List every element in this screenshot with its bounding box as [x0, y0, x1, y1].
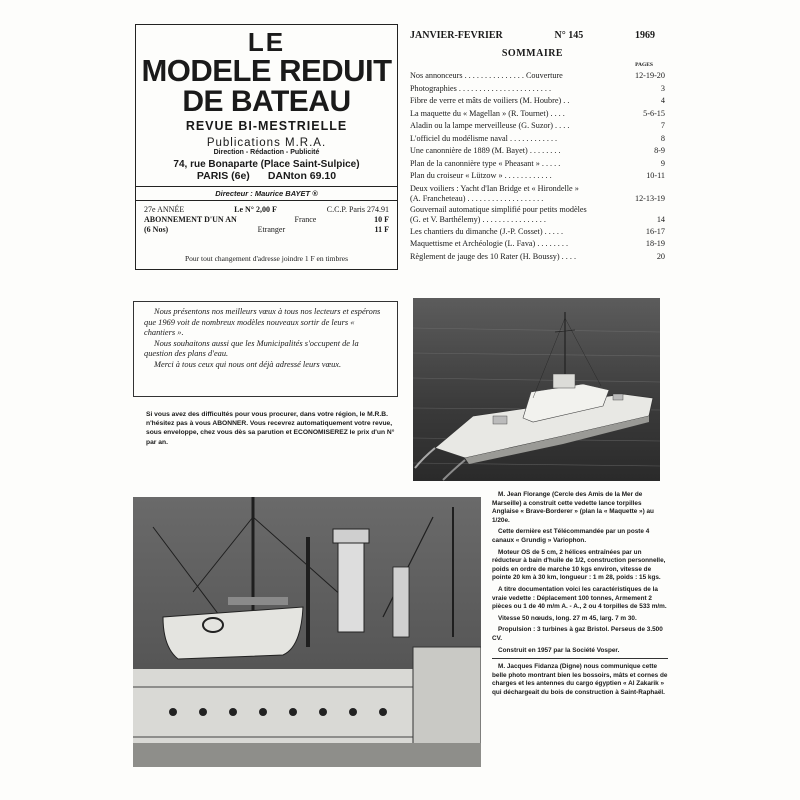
toc-item: [410, 133, 665, 146]
masthead-abonnement: ABONNEMENT D'UN AN: [144, 215, 237, 224]
caption-p8: M. Jacques Fidanza (Digne) nous communique cette belle photo montrant bien les bossoirs, mâts et cornes de charges et les antennes du cargo égyptien « Al Zakarik » qui déchargeait du bois de construction à Saint-Raphaël.: [492, 663, 668, 696]
toc-item-pages: 14: [656, 214, 665, 224]
masthead-direction: Direction - Rédaction - Publicité: [213, 149, 320, 156]
toc-item-title: Maquettisme et Archéologie (L. Fava) . . . . . . . .: [410, 239, 569, 248]
masthead-etranger-price: 11 F: [374, 225, 389, 234]
toc-item: [410, 95, 665, 108]
toc-item-title: Règlement de jauge des 10 Rater (H. Boussy) . . . .: [410, 251, 576, 261]
caption-divider: [492, 658, 668, 659]
masthead-city-row: [136, 170, 397, 182]
toc-item-pages: 18-19: [645, 239, 665, 248]
toc-item-title: Gouvernail automatique simplifié pour petits modèles: [410, 204, 587, 214]
greetings-p3: Merci à tous ceux qui nous ont déjà adressé leurs vœux.: [154, 359, 342, 369]
toc-item-pages: 8-9: [654, 146, 665, 155]
subscription-notice: Si vous avez des difficultés pour vous procurer, dans votre région, le M.R.B. n'hésitez pas à vous ABONNER. Vous recevrez automatiquement votre revue, sous enveloppe, chez vous dès sa parution et ECONOMISEREZ le prix d'un N° par an.: [146, 411, 395, 446]
toc-item-pages: 12-19-20: [634, 71, 665, 80]
toc-item-title: La maquette du « Magellan » (R. Tournet) . . . .: [410, 108, 565, 118]
masthead-address-note: Pour tout changement d'adresse joindre 1 F en timbres: [185, 254, 348, 263]
toc-item-pages: 5-6-15: [643, 108, 665, 118]
greetings-box: [133, 301, 398, 397]
caption-p2: Cette dernière est Télécommandée par un poste 4 canaux « Grundig » Variophon.: [492, 528, 650, 544]
masthead-france-price: 10 F: [374, 215, 389, 224]
masthead-annee: 27e ANNÉE: [144, 205, 185, 214]
toc-item: [410, 120, 665, 133]
toc-item-title: Aladin ou la lampe merveilleuse (G. Suzor) . . . .: [410, 121, 570, 130]
masthead-price: Le N° 2,00 F: [234, 205, 277, 214]
masthead-le: LE: [247, 27, 286, 57]
toc-item-title: Une canonnière de 1889 (M. Bayet) . . . . . . . .: [410, 146, 561, 155]
toc-item: [410, 205, 665, 225]
toc-item: [410, 238, 665, 251]
masthead-phone: DANton 69.10: [267, 170, 337, 182]
masthead-numeros: (6 Nos): [144, 225, 169, 234]
toc-item-title: Plan de la canonnière type « Pheasant » . . . . .: [410, 158, 561, 168]
toc-item-title-line2: (A. Francheteau) . . . . . . . . . . . . . . . . . . .: [410, 193, 544, 203]
masthead-ccp: C.C.P. Paris 274.91: [326, 205, 389, 214]
toc-item-title: Deux voiliers : Yacht d'Ian Bridge et « Hirondelle »: [410, 183, 579, 193]
photo-torpedo-boat-model: [413, 298, 660, 481]
toc-item-title-wrap: [410, 184, 579, 204]
caption-p5: Vitesse 50 nœuds, long. 27 m 45, larg. 7 m 30.: [498, 614, 637, 622]
greetings-p2: Nous souhaitons aussi que les Municipalités s'occupent de la question des plans d'eau.: [144, 338, 359, 359]
masthead-price-row: [136, 205, 397, 215]
toc-item-pages: 8: [660, 133, 665, 143]
boat-photo-image: [413, 298, 660, 481]
toc-item-title-wrap: [410, 205, 587, 225]
masthead-etranger-label: Etranger: [257, 225, 286, 234]
toc-item-pages: 16-17: [645, 226, 665, 236]
masthead-address: 74, rue Bonaparte (Place Saint-Sulpice): [173, 159, 360, 170]
toc-item-pages: 20: [656, 251, 665, 261]
toc-item-title: Nos annonceurs . . . . . . . . . . . . . . . Couverture: [410, 71, 563, 80]
toc-item-pages: 9: [660, 158, 665, 168]
masthead-city: PARIS (6e): [196, 170, 250, 182]
toc-item-title-line2: (G. et V. Barthélemy) . . . . . . . . . . . . . . . .: [410, 214, 546, 224]
toc-item-pages: 3: [660, 83, 665, 93]
cargo-ship-photo-image: [133, 497, 481, 767]
toc-item: [410, 158, 665, 171]
toc-item: [410, 70, 665, 83]
toc-item-title: Les chantiers du dimanche (J.-P. Cosset) . . . . .: [410, 226, 564, 236]
masthead-title: MODELE REDUIT: [141, 53, 392, 88]
masthead-box: [135, 24, 398, 270]
caption-p4: A titre documentation voici les caractéristiques de la vraie vedette : Déplacement 100 tonnes, Armement 2 pièces ou 1 de 40 m/m A. - A., 2 ou 4 torpilles de 533 m/m.: [492, 585, 667, 611]
caption-p1: M. Jean Florange (Cercle des Amis de la Mer de Marseille) a construit cette vedette lance torpilles Anglaise « Brave-Borderer » (plan la « Maquette ») au 1/20e.: [492, 491, 654, 524]
toc-item-pages: 4: [660, 96, 665, 105]
table-of-contents: [410, 70, 665, 263]
caption-p6: Propulsion : 3 turbines à gaz Bristol. Perseus de 3.500 CV.: [492, 626, 663, 642]
caption-p7: Construit en 1957 par la Société Vosper.: [498, 646, 620, 654]
masthead-abonnement-row: [136, 215, 397, 225]
issue-header: [410, 30, 655, 41]
toc-item-title: L'officiel du modélisme naval . . . . . . . . . . . .: [410, 133, 558, 143]
toc-item-pages: 12-13-19: [634, 193, 665, 203]
sommaire-title: SOMMAIRE: [501, 48, 564, 59]
masthead-etranger-row: [136, 225, 397, 235]
toc-item: [410, 184, 665, 204]
toc-item-pages: 7: [660, 121, 665, 130]
issue-year: 1969: [635, 30, 655, 41]
toc-item-title: Photographies . . . . . . . . . . . . . . . . . . . . . . .: [410, 83, 552, 93]
toc-item: [410, 226, 665, 239]
toc-item: [410, 145, 665, 158]
toc-item-title: Fibre de verre et mâts de voiliers (M. Houbre) . .: [410, 96, 570, 105]
toc-item: [410, 83, 665, 96]
greetings-p1: Nous présentons nos meilleurs vœux à tous nos lecteurs et espérons que 1969 voit de nombreux modèles nouveaux sortir de leurs « chantiers ».: [144, 307, 381, 338]
masthead-revue: REVUE BI-MESTRIELLE: [185, 119, 348, 133]
toc-item-pages: 10-11: [646, 171, 665, 180]
masthead-france-label: France: [294, 215, 317, 224]
photo-cargo-ship: [133, 497, 481, 767]
issue-date: JANVIER-FEVRIER: [410, 30, 503, 41]
masthead-publisher: Publications M.R.A.: [206, 137, 327, 149]
caption-p3: Moteur OS de 5 cm, 2 hélices entraînées par un réducteur à bain d'huile de 1/2, construction personnelle, poids en ordre de marche 10 kgs environ, vitesse de pointe 20 km à 30 km, longueur : 1 m 28, poids : 15 kgs.: [492, 548, 666, 582]
photo-caption: [492, 491, 668, 700]
masthead-subtitle: DE BATEAU: [182, 85, 351, 118]
toc-item: [410, 170, 665, 183]
toc-item-title: Plan du croiseur « Lützow » . . . . . . . . . . . .: [410, 171, 552, 180]
toc-item: [410, 108, 665, 121]
issue-number: N° 145: [554, 30, 584, 41]
pages-label: PAGES: [635, 62, 653, 68]
toc-item: [410, 251, 665, 264]
masthead-director: Directeur : Maurice BAYET ®: [136, 186, 397, 201]
